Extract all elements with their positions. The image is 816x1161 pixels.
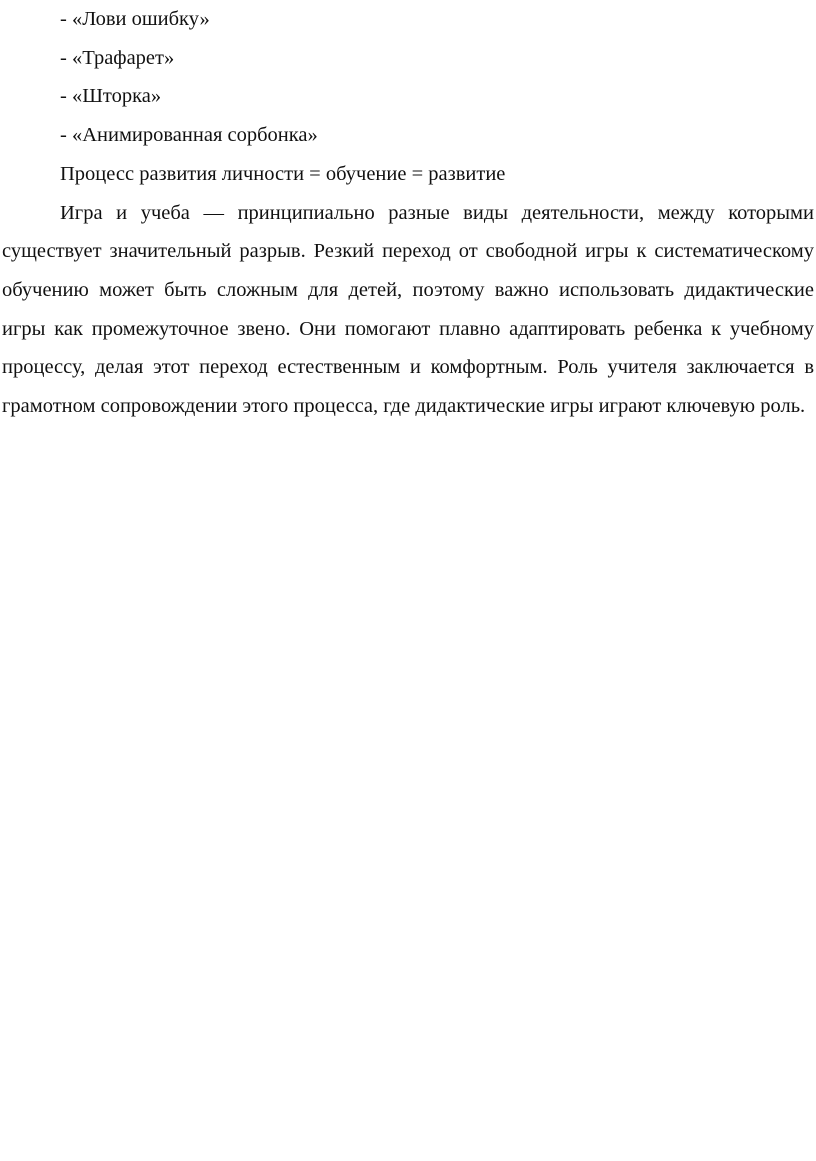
- list-item: - «Лови ошибку»: [60, 8, 210, 30]
- formula-line: Процесс развития личности = обучение = развитие: [60, 162, 506, 185]
- list-item: - «Трафарет»: [60, 46, 175, 69]
- list-item: - «Шторка»: [60, 85, 162, 108]
- game-list: [2, 0, 814, 155]
- list-item: - «Анимированная сорбонка»: [60, 124, 318, 147]
- body-paragraph: Игра и учеба — принципиально разные виды деятельности, между которыми существует значительный разрыв. Резкий переход от свободной игры к систематическому обучению может быть сложным для детей, поэтому важно использовать дидактические игры как промежуточное звено. Они помогают плавно адаптировать ребенка к учебному процессу, делая этот переход естественным и комфортным. Роль учителя заключается в грамотном сопровождении этого процесса, где дидактические игры играют ключевую роль.: [2, 201, 814, 418]
